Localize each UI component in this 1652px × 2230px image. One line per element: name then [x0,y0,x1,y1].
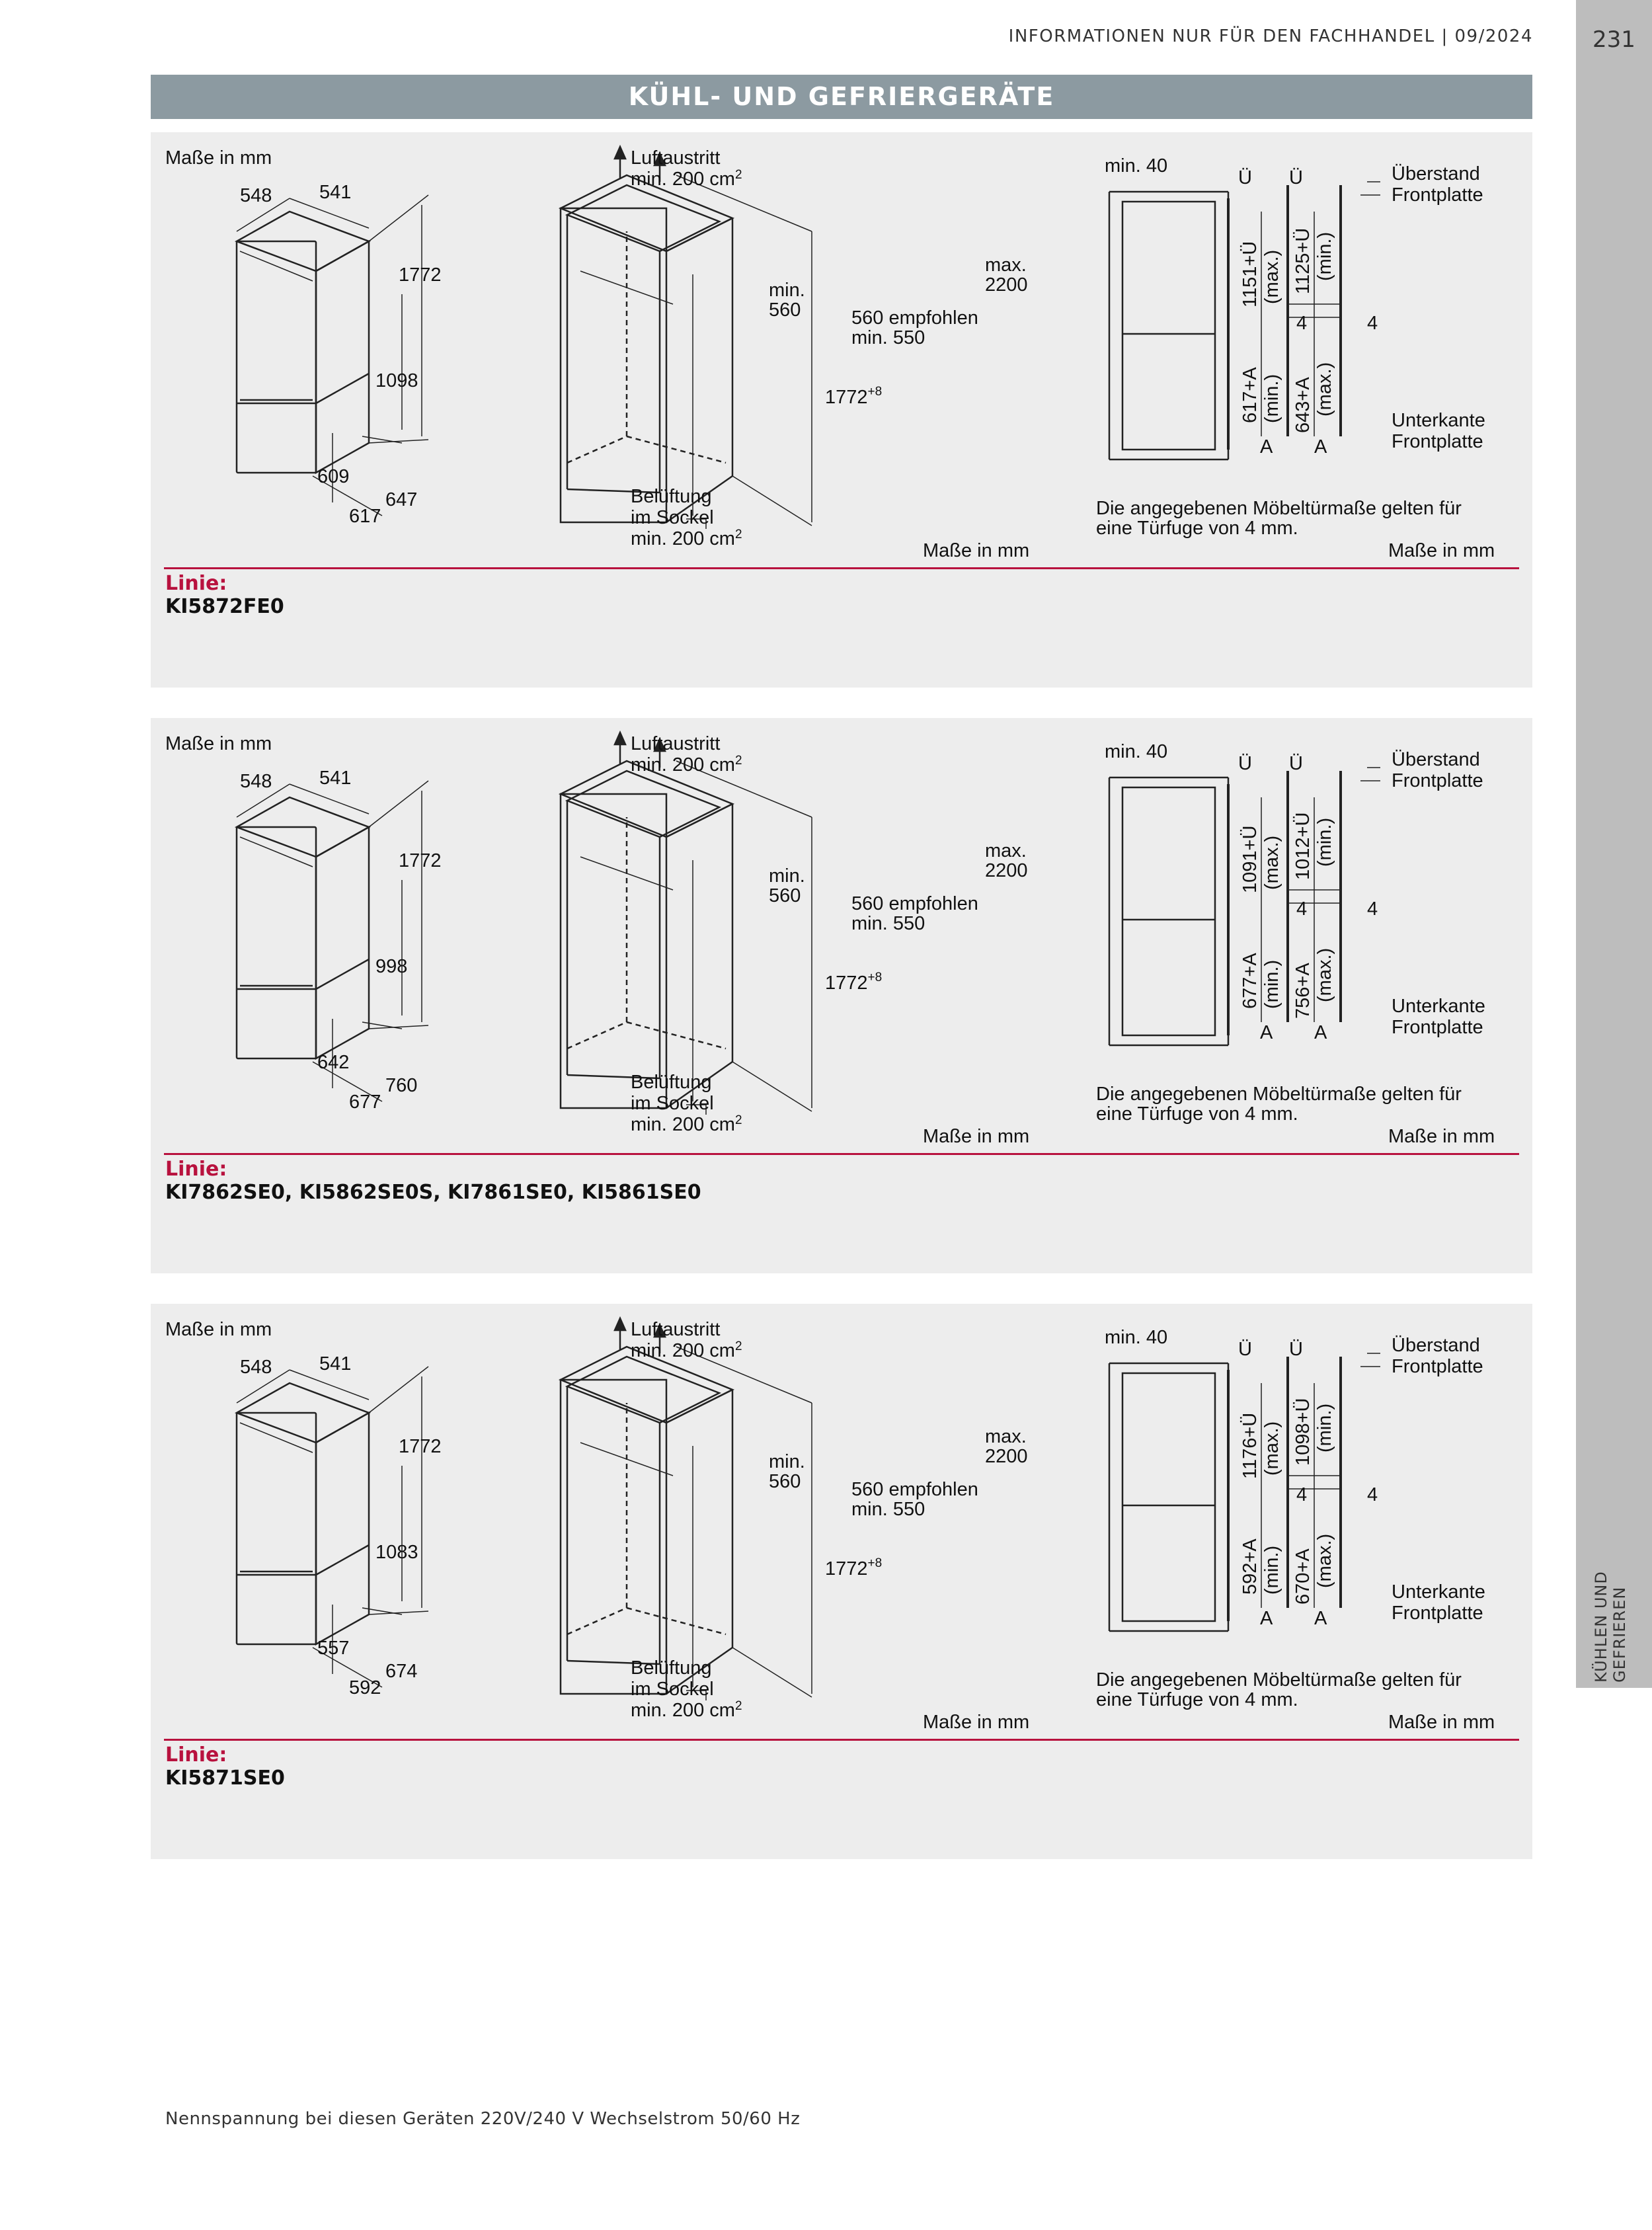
air-out-label: Luftaustritt [631,147,721,169]
vent-label1: Belüftung [631,486,712,507]
section-side-label [1587,1567,1639,1686]
min-40-label: min. 40 [1105,155,1168,177]
dim-low2: 617 [349,506,381,527]
dim-d3-qual: (min.) [1261,1545,1282,1595]
unit-label-3: Maße in mm [1388,1712,1495,1733]
min-value: 560 [769,885,801,906]
dim-low3: 647 [385,489,418,510]
ue-label-2: Ü [1289,1339,1303,1360]
niche-height: $1772^{+8}$ [825,385,883,408]
linie-label: Linie: [165,572,227,595]
dim-d1: 1176+Ü [1239,1412,1261,1479]
side-label-line1: KÜHLEN UND [1592,1571,1610,1683]
min-40-label: min. 40 [1105,1327,1168,1348]
dim-d4: 643+A [1292,377,1314,433]
uberstand-front-label: Frontplatte [1392,770,1483,791]
a-label-2: A [1314,1608,1327,1629]
dim-low1: 609 [317,466,350,487]
unterkante-front-label: Frontplatte [1392,1603,1483,1624]
note-line2: eine Türfuge von 4 mm. [1096,1103,1298,1125]
min-value: 560 [769,1471,801,1492]
section-title: KÜHL- UND GEFRIERGERÄTE [151,75,1532,119]
dim-d2: 1012+Ü [1292,812,1314,880]
dim-d2-qual: (min.) [1314,1403,1335,1453]
unterkante-label: Unterkante [1392,410,1485,431]
page-number: 231 [1593,26,1635,53]
unterkante-label: Unterkante [1392,996,1485,1017]
uberstand-label: Überstand [1392,1335,1480,1356]
air-out-label: Luftaustritt [631,1319,721,1340]
gap-four-2: 4 [1296,1484,1308,1505]
note-line1: Die angegebenen Möbeltürmaße gelten für [1096,1084,1462,1105]
vent-label2: im Sockel [631,507,714,528]
dim-height: 1772 [399,264,442,286]
uberstand-front-label: Frontplatte [1392,1356,1483,1377]
dimension-drawings [151,1304,1532,1740]
min-40-label: min. 40 [1105,741,1168,762]
uberstand-label: Überstand [1392,749,1480,770]
gap-four-1: 4 [1367,898,1378,920]
gap-four-2: 4 [1296,898,1308,920]
dim-d4: 756+A [1292,963,1314,1019]
dim-d4-qual: (max.) [1314,947,1335,1002]
model-list: KI5871SE0 [165,1767,285,1790]
vent-label1: Belüftung [631,1657,712,1679]
gap-four-1: 4 [1367,313,1378,334]
side-label-line2: GEFRIEREN [1610,1586,1629,1683]
dim-height: 1772 [399,850,442,871]
dim-d1-qual: (max.) [1261,835,1282,890]
dim-d1: 1151+Ü [1239,241,1261,307]
air-out-label: Luftaustritt [631,733,721,754]
dim-width: 548 [240,185,272,206]
dim-d2: 1098+Ü [1292,1398,1314,1466]
dim-width: 548 [240,1357,272,1378]
dim-d1-qual: (max.) [1261,1421,1282,1476]
dim-upper: 1083 [375,1542,418,1563]
unterkante-front-label: Frontplatte [1392,431,1483,452]
a-label-2: A [1314,1022,1327,1043]
min-label: min. [769,1451,805,1472]
ue-label-1: Ü [1238,753,1252,774]
linie-label: Linie: [165,1743,227,1767]
dim-upper: 998 [375,956,408,977]
panel-divider [164,1153,1519,1155]
max-value: 2200 [985,860,1028,881]
product-panel-1 [151,132,1532,688]
dim-width: 548 [240,771,272,792]
max-value: 2200 [985,274,1028,296]
side-tab [1576,0,1652,1688]
min-550-label: min. 550 [851,913,925,934]
vent-label2: im Sockel [631,1093,714,1114]
max-label: max. [985,1426,1027,1447]
panel-divider [164,1739,1519,1741]
unit-label-3: Maße in mm [1388,1126,1495,1147]
min-550-label: min. 550 [851,327,925,348]
dimension-drawings [151,132,1532,569]
unterkante-front-label: Frontplatte [1392,1017,1483,1038]
dim-low1: 557 [317,1638,350,1659]
niche-drawing [561,147,812,529]
max-label: max. [985,255,1027,276]
recommended-label: 560 empfohlen [851,307,978,329]
dim-d2-qual: (min.) [1314,817,1335,867]
max-value: 2200 [985,1446,1028,1467]
vent-label1: Belüftung [631,1072,712,1093]
dim-d3: 592+A [1239,1538,1261,1595]
product-panel-3 [151,1304,1532,1859]
dim-d2: 1125+Ü [1292,227,1314,294]
dim-low3: 674 [385,1661,418,1682]
uberstand-label: Überstand [1392,163,1480,184]
unit-label: Maße in mm [165,1319,272,1340]
unit-label-2: Maße in mm [923,1712,1030,1733]
ue-label-1: Ü [1238,167,1252,188]
dim-d4-qual: (max.) [1314,362,1335,417]
unit-label-3: Maße in mm [1388,540,1495,561]
product-panel-2 [151,718,1532,1273]
dim-depth: 541 [319,1353,352,1374]
unit-label: Maße in mm [165,147,272,169]
min-550-label: min. 550 [851,1499,925,1520]
a-label-1: A [1260,1608,1273,1629]
air-out-value: min. 200 $cm^2$ [631,168,742,190]
dim-depth: 541 [319,768,352,789]
recommended-label: 560 empfohlen [851,893,978,914]
min-value: 560 [769,299,801,321]
max-label: max. [985,840,1027,861]
air-out-value: min. 200 $cm^2$ [631,1339,742,1361]
niche-height: $1772^{+8}$ [825,971,883,994]
uberstand-front-label: Frontplatte [1392,184,1483,206]
dim-d3: 677+A [1239,953,1261,1009]
niche-drawing [561,1318,812,1700]
ue-label-2: Ü [1289,167,1303,188]
footer-note: Nennspannung bei diesen Geräten 220V/240 V Wechselstrom 50/60 Hz [165,2109,801,2129]
ue-label-1: Ü [1238,1339,1252,1360]
note-line2: eine Türfuge von 4 mm. [1096,518,1298,539]
min-label: min. [769,280,805,301]
a-label-1: A [1260,1022,1273,1043]
dim-upper: 1098 [375,370,418,391]
dim-low2: 592 [349,1677,381,1698]
gap-four-1: 4 [1367,1484,1378,1505]
dim-d2-qual: (min.) [1314,231,1335,281]
a-label-2: A [1314,436,1327,458]
dim-low1: 642 [317,1052,350,1073]
vent-label3: min. 200 $cm^2$ [631,528,742,549]
unit-label: Maße in mm [165,733,272,754]
dim-height: 1772 [399,1436,442,1457]
model-list: KI7862SE0, KI5862SE0S, KI7861SE0, KI5861SE0 [165,1181,701,1204]
dim-d1: 1091+Ü [1239,825,1261,893]
dim-d1-qual: (max.) [1261,249,1282,304]
linie-label: Linie: [165,1158,227,1181]
air-out-value: min. 200 $cm^2$ [631,754,742,776]
vent-label3: min. 200 $cm^2$ [631,1113,742,1135]
panel-divider [164,567,1519,569]
dim-d3: 617+A [1239,367,1261,423]
note-line1: Die angegebenen Möbeltürmaße gelten für [1096,1669,1462,1691]
unterkante-label: Unterkante [1392,1581,1485,1603]
dim-d3-qual: (min.) [1261,374,1282,423]
header-info: INFORMATIONEN NUR FÜR DEN FACHHANDEL | 09/2024 [1008,26,1533,46]
min-label: min. [769,865,805,887]
dim-d3-qual: (min.) [1261,959,1282,1009]
dim-low2: 677 [349,1092,381,1113]
a-label-1: A [1260,436,1273,458]
niche-drawing [561,733,812,1115]
vent-label2: im Sockel [631,1679,714,1700]
dim-d4: 670+A [1292,1548,1314,1605]
dim-low3: 760 [385,1075,418,1096]
note-line2: eine Türfuge von 4 mm. [1096,1689,1298,1710]
ue-label-2: Ü [1289,753,1303,774]
gap-four-2: 4 [1296,313,1308,334]
dimension-drawings [151,718,1532,1154]
note-line1: Die angegebenen Möbeltürmaße gelten für [1096,498,1462,519]
recommended-label: 560 empfohlen [851,1479,978,1500]
vent-label3: min. 200 $cm^2$ [631,1699,742,1721]
unit-label-2: Maße in mm [923,540,1030,561]
niche-height: $1772^{+8}$ [825,1556,883,1579]
unit-label-2: Maße in mm [923,1126,1030,1147]
dim-depth: 541 [319,182,352,203]
dim-d4-qual: (max.) [1314,1533,1335,1588]
model-list: KI5872FE0 [165,595,284,618]
